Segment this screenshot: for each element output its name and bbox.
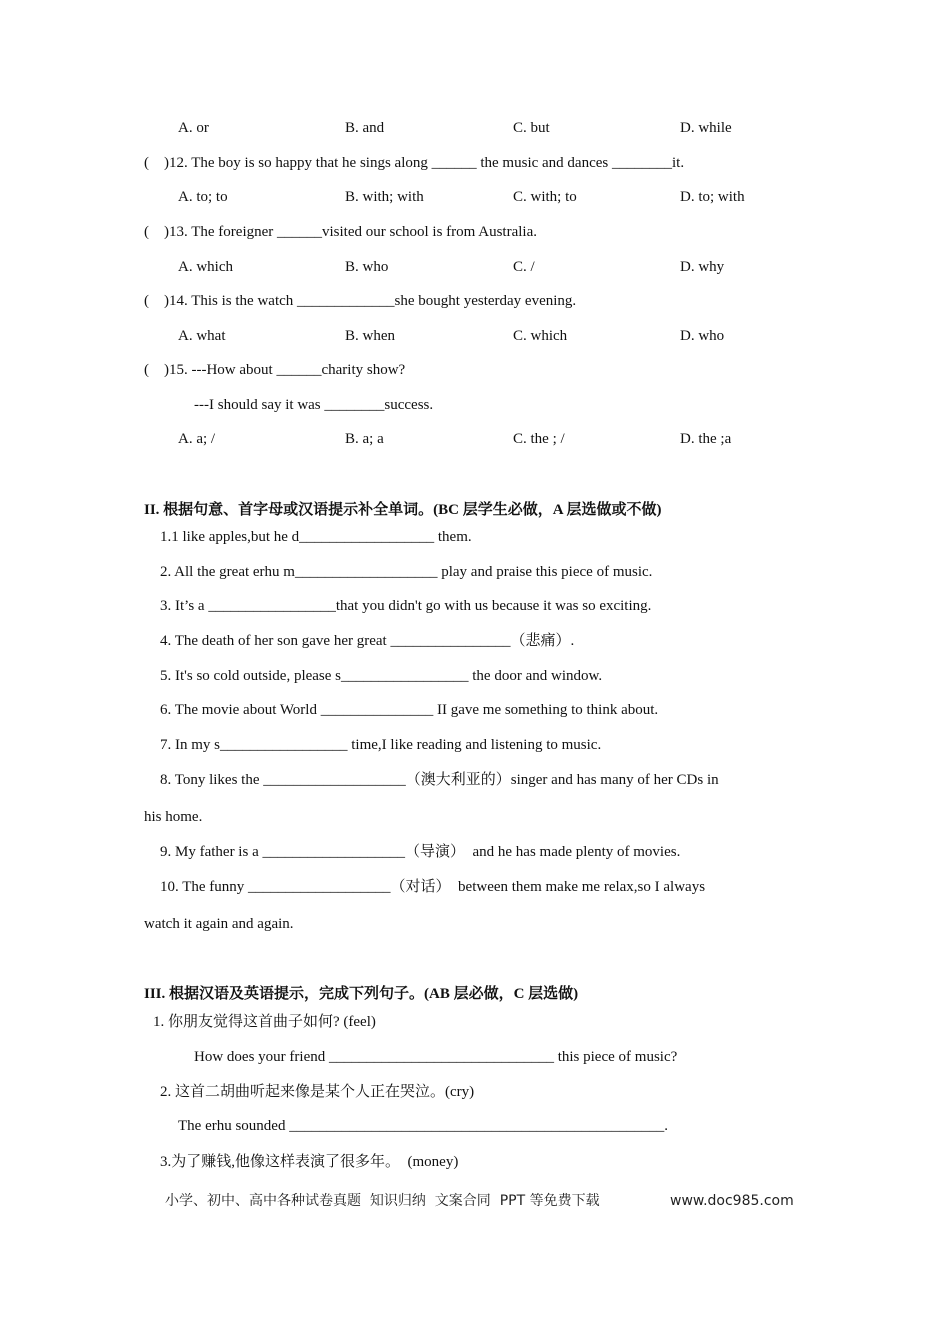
section-3-prompt: 3.为了赚钱,他像这样表演了很多年。 (money) bbox=[160, 1154, 459, 1170]
section-3-heading: III. 根据汉语及英语提示，完成下列句子。(AB 层必做，C 层选做) bbox=[144, 986, 579, 1002]
q13-option-c: C. / bbox=[513, 259, 535, 275]
section-2-item: 10. The funny ___________________（对话） between them make me relax,so I always bbox=[160, 879, 706, 895]
q15-option-c: C. the ; / bbox=[513, 431, 565, 447]
q15-reply: ---I should say it was ________success. bbox=[194, 397, 434, 413]
q11-option-c: C. but bbox=[513, 120, 550, 136]
section-3-prompt: 2. 这首二胡曲听起来像是某个人正在哭泣。(cry) bbox=[160, 1084, 475, 1100]
q15-option-a: A. a; / bbox=[178, 431, 216, 447]
section-3-answer-line: How does your friend ______________________________ this piece of music? bbox=[194, 1049, 678, 1065]
section-2-item: 5. It's so cold outside, please s_________________ the door and window. bbox=[160, 668, 603, 684]
q15-question: ( )15. ---How about ______charity show? bbox=[144, 362, 406, 378]
q11-option-d: D. while bbox=[680, 120, 732, 136]
q14-question: ( )14. This is the watch _____________she bought yesterday evening. bbox=[144, 293, 577, 309]
q14-option-a: A. what bbox=[178, 328, 226, 344]
section-2-item-continuation: watch it again and again. bbox=[144, 916, 294, 932]
q12-option-d: D. to; with bbox=[680, 189, 745, 205]
q13-option-b: B. who bbox=[345, 259, 389, 275]
section-2-item: 8. Tony likes the ___________________（澳大利亚的）singer and has many of her CDs in bbox=[160, 772, 719, 788]
q13-option-a: A. which bbox=[178, 259, 233, 275]
section-2-item: 2. All the great erhu m___________________ play and praise this piece of music. bbox=[160, 564, 653, 580]
q14-option-c: C. which bbox=[513, 328, 568, 344]
section-2-item: 1.1 like apples,but he d__________________ them. bbox=[160, 529, 472, 545]
section-2-heading: II. 根据句意、首字母或汉语提示补全单词。(BC 层学生必做，A 层选做或不做) bbox=[144, 502, 662, 518]
section-2-item: 7. In my s_________________ time,I like reading and listening to music. bbox=[160, 737, 602, 753]
section-3-prompt: 1. 你朋友觉得这首曲子如何? (feel) bbox=[153, 1014, 376, 1030]
q14-option-b: B. when bbox=[345, 328, 395, 344]
footer-text: 小学、初中、高中各种试卷真题 知识归纳 文案合同 PPT 等免费下载 bbox=[165, 1193, 600, 1209]
section-2-item: 4. The death of her son gave her great ________________（悲痛）. bbox=[160, 633, 575, 649]
q11-option-a: A. or bbox=[178, 120, 209, 136]
q15-option-d: D. the ;a bbox=[680, 431, 732, 447]
section-2-item-continuation: his home. bbox=[144, 809, 203, 825]
q12-option-a: A. to; to bbox=[178, 189, 228, 205]
q14-option-d: D. who bbox=[680, 328, 725, 344]
q12-option-b: B. with; with bbox=[345, 189, 424, 205]
section-2-item: 9. My father is a ___________________（导演） and he has made plenty of movies. bbox=[160, 844, 681, 860]
q13-option-d: D. why bbox=[680, 259, 725, 275]
section-3-answer-line: The erhu sounded __________________________________________________. bbox=[178, 1118, 668, 1134]
section-2-item: 6. The movie about World _______________ II gave me something to think about. bbox=[160, 702, 659, 718]
q12-option-c: C. with; to bbox=[513, 189, 577, 205]
q13-question: ( )13. The foreigner ______visited our school is from Australia. bbox=[144, 224, 537, 240]
q11-option-b: B. and bbox=[345, 120, 385, 136]
section-2-item: 3. It’s a _________________that you didn't go with us because it was so exciting. bbox=[160, 598, 652, 614]
q12-question: ( )12. The boy is so happy that he sings along ______ the music and dances ________it. bbox=[144, 155, 685, 171]
footer-url[interactable]: www.doc985.com bbox=[670, 1193, 794, 1209]
q15-option-b: B. a; a bbox=[345, 431, 384, 447]
